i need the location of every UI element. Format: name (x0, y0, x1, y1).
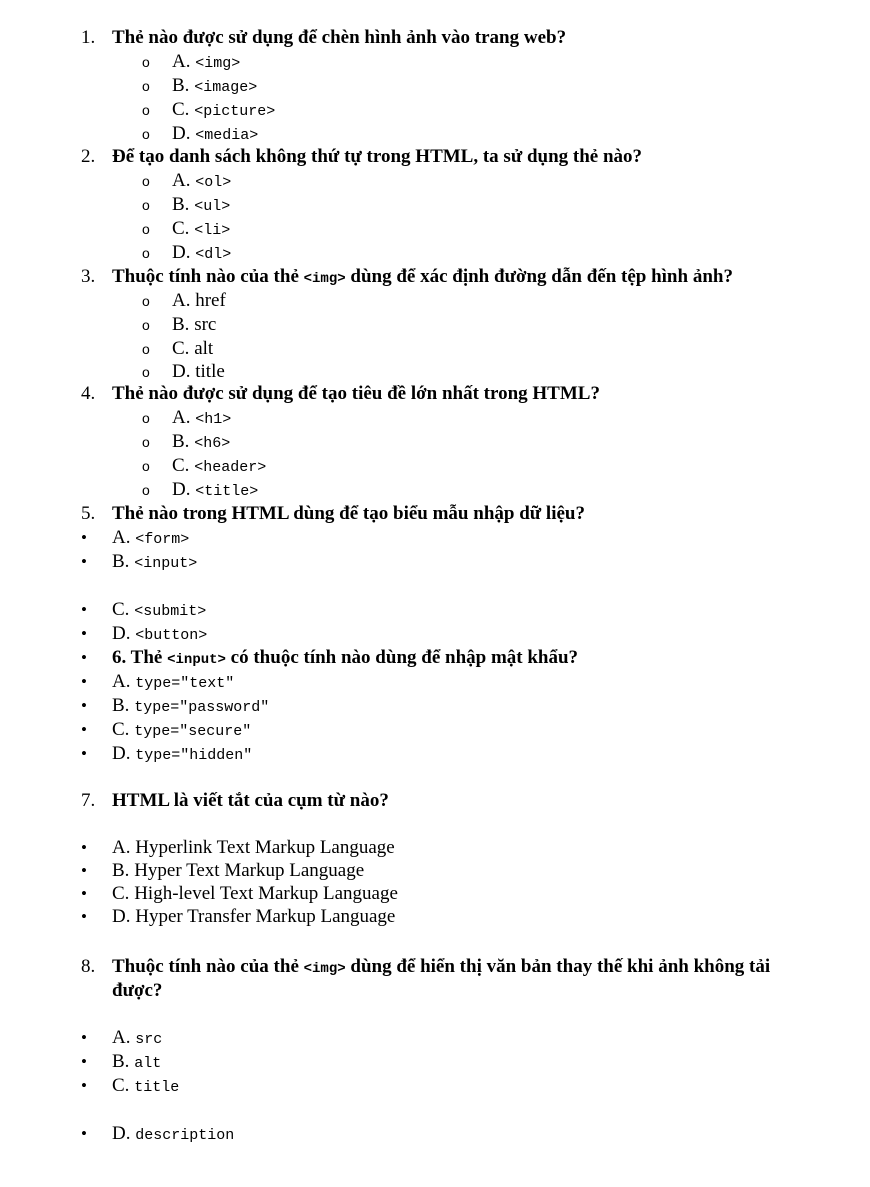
circle-bullet-icon: o (142, 173, 150, 189)
answer-value: alt (194, 338, 214, 359)
answer-value: <header> (194, 459, 267, 476)
bullet-icon: • (81, 907, 87, 926)
question-text: Thẻ nào được sử dụng để tạo tiêu đề lớn nhất trong HTML? (112, 383, 600, 404)
bullet-icon: • (81, 600, 87, 619)
answer-value: <ol> (195, 174, 232, 191)
circle-bullet-icon: o (142, 434, 150, 450)
answer-value: <submit> (134, 603, 207, 620)
answer-label: D. (172, 242, 191, 263)
circle-bullet-icon: o (142, 102, 150, 118)
bullet-icon: • (81, 552, 87, 571)
answer-value: <form> (135, 531, 190, 548)
answer-label: B. (112, 695, 130, 716)
answer-value: Hyper Transfer Markup Language (135, 906, 396, 927)
answer-value: title (195, 361, 225, 382)
question-text: Để tạo danh sách không thứ tự trong HTML, ta sử dụng thẻ nào? (112, 146, 643, 167)
question-number: 4. (81, 383, 96, 404)
question-text-part: Thuộc tính nào của thẻ (112, 956, 304, 977)
circle-bullet-icon: o (142, 341, 150, 357)
question-text: HTML là viết tắt của cụm từ nào? (112, 790, 389, 811)
answer-label: B. (172, 431, 190, 452)
answer-label: A. (172, 51, 191, 72)
circle-bullet-icon: o (142, 458, 150, 474)
circle-bullet-icon: o (142, 245, 150, 261)
bullet-icon: • (81, 624, 87, 643)
question-number: 6. (112, 647, 127, 668)
question-number: 8. (81, 956, 96, 977)
bullet-icon: • (81, 672, 87, 691)
answer-value: <img> (195, 55, 241, 72)
answer-label: B. (172, 314, 190, 335)
answer-value: description (135, 1127, 235, 1144)
answer-label: D. (172, 479, 191, 500)
circle-bullet-icon: o (142, 197, 150, 213)
question-text-part: Thẻ (130, 647, 168, 668)
answer-label: C. (112, 883, 130, 904)
answer-label: A. (112, 671, 131, 692)
bullet-icon: • (81, 838, 87, 857)
answer-value: <picture> (194, 103, 276, 120)
answer-value: href (195, 290, 226, 311)
answer-label: C. (172, 455, 190, 476)
answer-label: C. (112, 1075, 130, 1096)
answer-value: <dl> (195, 246, 232, 263)
bullet-icon: • (81, 528, 87, 547)
answer-value: <h6> (194, 435, 231, 452)
answer-value: Hyper Text Markup Language (134, 860, 365, 881)
answer-label: B. (112, 551, 130, 572)
question-text-part: dùng để hiển thị văn bản thay thế khi ảnh không tải (345, 956, 771, 977)
answer-label: A. (112, 1027, 131, 1048)
answer-value: High-level Text Markup Language (134, 883, 398, 904)
question-text (112, 265, 733, 291)
bullet-icon: • (81, 861, 87, 880)
bullet-icon: • (81, 1028, 87, 1047)
answer-value: src (194, 314, 217, 335)
answer-label: D. (112, 1123, 131, 1144)
answer-label: C. (112, 599, 130, 620)
question-number: 2. (81, 146, 96, 167)
answer-label: B. (172, 75, 190, 96)
inline-code: <img> (303, 271, 346, 287)
bullet-icon: • (81, 1076, 87, 1095)
answer-label: B. (112, 860, 130, 881)
question-text (112, 955, 770, 981)
answer-label: D. (112, 906, 131, 927)
bullet-icon: • (81, 1052, 87, 1071)
answer-value: <h1> (195, 411, 232, 428)
answer-label: C. (172, 99, 190, 120)
question-number: 1. (81, 27, 96, 48)
question-text: Thẻ nào được sử dụng để chèn hình ảnh vào trang web? (112, 27, 567, 48)
circle-bullet-icon: o (142, 410, 150, 426)
answer-value: <input> (134, 555, 198, 572)
answer-label: D. (112, 623, 131, 644)
circle-bullet-icon: o (142, 293, 150, 309)
circle-bullet-icon: o (142, 221, 150, 237)
answer-value: type="hidden" (135, 747, 253, 764)
bullet-icon: • (81, 696, 87, 715)
answer-label: D. (172, 123, 191, 144)
answer-label: A. (112, 837, 131, 858)
answer-value: <image> (194, 79, 258, 96)
circle-bullet-icon: o (142, 364, 150, 380)
answer-value: type="secure" (134, 723, 252, 740)
answer-value: alt (134, 1055, 162, 1072)
answer-label: D. (172, 361, 191, 382)
question-text-part: có thuộc tính nào dùng để nhập mật khẩu? (225, 647, 579, 668)
answer-label: A. (172, 407, 191, 428)
circle-bullet-icon: o (142, 317, 150, 333)
answer-value: <li> (194, 222, 231, 239)
bullet-icon: • (81, 648, 87, 667)
question-number: 3. (81, 266, 96, 287)
answer-value: title (134, 1079, 180, 1096)
inline-code: <img> (303, 961, 346, 977)
question-text-part: Thuộc tính nào của thẻ (112, 266, 304, 287)
answer-value: <ul> (194, 198, 231, 215)
bullet-icon: • (81, 884, 87, 903)
answer-label: B. (112, 1051, 130, 1072)
circle-bullet-icon: o (142, 126, 150, 142)
answer-label: C. (172, 338, 190, 359)
answer-label: C. (112, 719, 130, 740)
answer-label: B. (172, 194, 190, 215)
answer-value: src (135, 1031, 163, 1048)
question-text: Thẻ nào trong HTML dùng để tạo biểu mẫu nhập dữ liệu? (112, 503, 585, 524)
answer-value: <button> (135, 627, 208, 644)
circle-bullet-icon: o (142, 78, 150, 94)
question-text-line2: được? (112, 980, 163, 1001)
answer-label: A. (172, 290, 191, 311)
inline-code: <input> (167, 652, 226, 668)
answer-value: type="password" (134, 699, 270, 716)
question-text-part: dùng để xác định đường dẫn đến tệp hình ảnh? (345, 266, 733, 287)
question-number: 7. (81, 790, 96, 811)
answer-value: Hyperlink Text Markup Language (135, 837, 395, 858)
answer-value: <title> (195, 483, 259, 500)
answer-value: type="text" (135, 675, 235, 692)
circle-bullet-icon: o (142, 54, 150, 70)
answer-label: A. (112, 527, 131, 548)
answer-value: <media> (195, 127, 259, 144)
question-text (112, 646, 578, 672)
bullet-icon: • (81, 720, 87, 739)
question-number: 5. (81, 503, 96, 524)
bullet-icon: • (81, 744, 87, 763)
circle-bullet-icon: o (142, 482, 150, 498)
answer-label: D. (112, 743, 131, 764)
answer-label: A. (172, 170, 191, 191)
bullet-icon: • (81, 1124, 87, 1143)
answer-label: C. (172, 218, 190, 239)
